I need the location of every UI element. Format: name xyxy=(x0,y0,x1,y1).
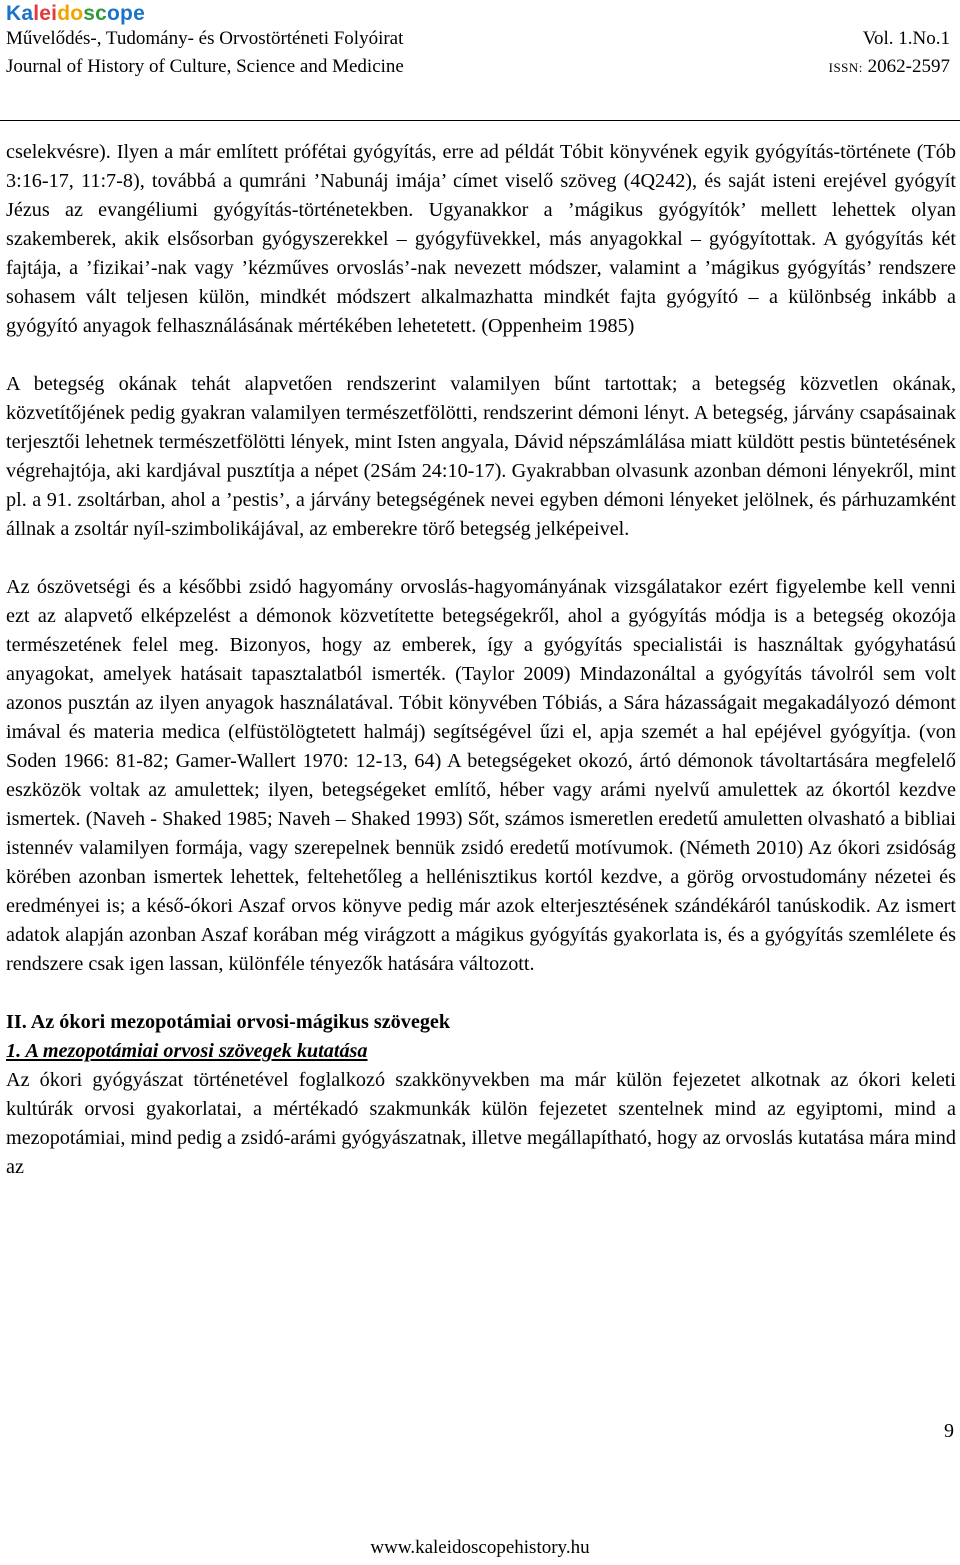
journal-title-hu: Művelődés-, Tudomány- és Orvostörténeti Folyóirat xyxy=(6,28,404,49)
logo-part: ope xyxy=(107,2,145,25)
logo-part: sc xyxy=(83,2,108,25)
paragraph-gap xyxy=(6,544,956,573)
journal-logo xyxy=(6,2,145,26)
issn-value: 2062-2597 xyxy=(867,56,950,77)
paragraph-gap xyxy=(6,341,956,370)
subsection-heading: 1. A mezopotámiai orvosi szövegek kutatása xyxy=(6,1040,368,1062)
paragraph: Az ókori gyógyászat történetével foglalkozó szakkönyvekben ma már külön fejezetet alkotnak az ókori keleti kultúrák orvosi gyakorlatai, a mértékadó szakmunkák külön fejezetet szentelnek mind az egyiptomi, mind a mezopotámiai, mind pedig a zsidó-arámi gyógyászatnak, illetve megállapítható, hogy az orvoslás kutatása mára mind az xyxy=(6,1069,956,1178)
issn-label: ISSN: xyxy=(828,60,863,75)
footer-url[interactable]: www.kaleidoscopehistory.hu xyxy=(370,1537,590,1558)
page-number: 9 xyxy=(944,1420,954,1442)
logo-part: Ka xyxy=(6,2,34,25)
header-divider xyxy=(0,120,960,121)
logo-part: do xyxy=(57,2,84,25)
page-header xyxy=(6,0,956,118)
volume-label: Vol. 1.No.1 xyxy=(862,28,950,49)
issn xyxy=(829,56,950,78)
logo-part: lei xyxy=(33,2,58,25)
paragraph: Az ószövetségi és a későbbi zsidó hagyomány orvoslás-hagyományának vizsgálatakor ezért figyelembe kell venni ezt az alapvető elképzelést a démonok közvetítette betegségekről, ahol a gyógyítás módja is a betegség okozója természetének felel meg. Bizonyos, hogy az emberek, így a gyógyítás specialistái is használtak gyógyhatású anyagokat, amelyek hatásait tapasztalatból ismerték. (Taylor 2009) Mindazonáltal a gyógyítás távolról sem volt azonos pusztán az ilyen anyagok használatával. Tóbit könyvében Tóbiás, a Sára házasságait megakadályozó démont imával és materia medica (elfüstölögtetett halmáj) segítségével űzi el, apja szemét a hal epéjével gyógyítja. (von Soden 1966: 81-82; Gamer-Wallert 1970: 12-13, 64) A betegségeket okozó, ártó démonok távoltartására megfelelő eszközök voltak az amulettek; ilyen, betegségeket említő, héber vagy arámi nyelvű amulettek az ókortól kezdve ismertek. (Naveh - Shaked 1985; Naveh – Shaked 1993) Sőt, számos ismeretlen eredetű amuletten olvasható a bibliai istennév valamilyen formája, vagy szerepelnek bennük zsidó eredetű motívumok. (Németh 2010) Az ókori zsidóság körében azonban ismertek lehettek, feltehetőleg a hellénisztikus kortól kezdve, a görög orvostudomány nézetei és eredményei is; a késő-ókori Aszaf orvos könyve pedig már azok elterjesztésének szándékáról tanúskodik. Az ismert adatok alapján azonban Aszaf korában még virágzott a mágikus gyógyítás gyakorlata is, és a gyógyítás szemlélete és rendszere csak igen lassan, különféle tényezők hatására változott. xyxy=(6,576,956,975)
paragraph-gap xyxy=(6,979,956,1008)
paragraph: cselekvésre). Ilyen a már említett prófétai gyógyítás, erre ad példát Tóbit könyvének egyik gyógyítás-története (Tób 3:16-17, 11:7-8), továbbá a qumráni ’Nabunáj imája’ címet viselő szöveg (4Q242), és saját isteni erejével gyógyít Jézus az evangéliumi gyógyítás-történetekben. Ugyanakkor a ’mágikus gyógyítók’ mellett lehettek olyan szakemberek, akik elsősorban gyógyszerekkel – gyógyfüvekkel, más anyagokkal – gyógyítottak. A gyógyítás két fajtája, a ’fizikai’-nak vagy ’kézműves orvoslás’-nak nevezett módszer, valamint a ’mágikus gyógyítás’ rendszere sohasem vált teljesen külön, mindkét módszert alkalmazhatta mindkét fajta gyógyító – a különbség inkább a gyógyító anyagok felhasználásának mértékében lehetetett. (Oppenheim 1985) xyxy=(6,141,956,337)
header-line-1 xyxy=(6,28,956,50)
section-heading: II. Az ókori mezopotámiai orvosi-mágikus szövegek xyxy=(6,1011,451,1033)
header-line-2 xyxy=(6,56,956,78)
paragraph: A betegség okának tehát alapvetően rendszerint valamilyen bűnt tartottak; a betegség közvetlen okának, közvetítőjének pedig gyakran valamilyen természetfölötti, rendszerint démoni lényt. A betegség, járvány csapásainak terjesztői lehetnek természetfölötti lények, mint Isten angyala, Dávid népszámlálása miatt küldött pestis büntetésének végrehajtója, aki kardjával pusztítja a népet (2Sám 24:10-17). Gyakrabban olvasunk azonban démoni lényekről, mint pl. a 91. zsoltárban, ahol a ’pestis’, a járvány betegségének nevei egyben démoni lényeket jelölnek, és párhuzamként állnak a zsoltár nyíl-szimbolikájával, az emberekre törő betegség jelképeivel. xyxy=(6,373,956,540)
article-body xyxy=(6,138,956,1182)
journal-title-en: Journal of History of Culture, Science and Medicine xyxy=(6,56,404,77)
